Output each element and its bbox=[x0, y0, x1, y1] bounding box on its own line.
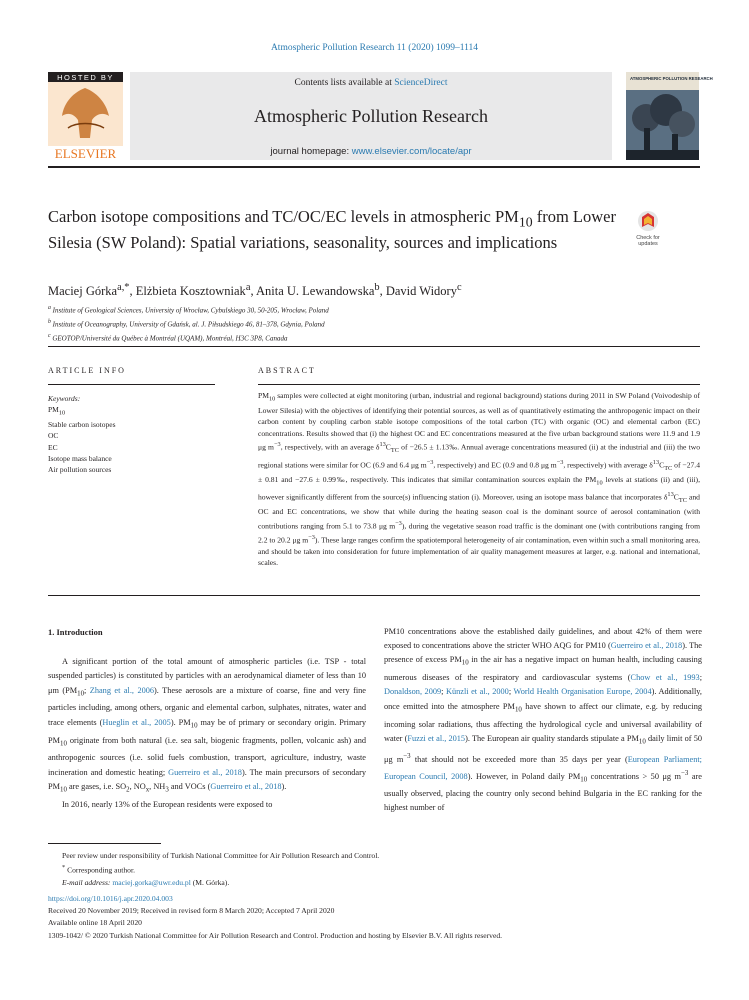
abstract-rule bbox=[258, 384, 700, 385]
section-heading-introduction: 1. Introduction bbox=[48, 627, 103, 637]
sciencedirect-link[interactable]: ScienceDirect bbox=[394, 78, 448, 88]
body-paragraph: In 2016, nearly 13% of the European residents were exposed to bbox=[62, 799, 273, 809]
affiliations bbox=[48, 303, 648, 344]
keywords-list bbox=[48, 404, 215, 475]
homepage-link[interactable]: www.elsevier.com/locate/apr bbox=[351, 146, 472, 157]
affiliation-line: $^a$ Institute of Geological Sciences, University of Wrocław, Cybulskiego 30, 50-205, Wrocław, Poland bbox=[48, 305, 329, 315]
keywords-label: Keywords: bbox=[48, 394, 81, 403]
abstract-text: $PM_{10}$ samples were collected at eight monitoring (urban, industrial and regional background) stations during 2011 in SW Poland (Voivodeship of Lower Silesia) with the objectives of identifying their potential sources, as well as of quantitatively estimating the anthropogenic impact on their carbon content by coupling carbon stable isotope compositions of the total carbon (TC) with organic (OC) and elemental carbon (EC) concentrations. Results showed that (i) the highest OC and EC concentrations measured at the five urban background stations were 11.9 and 1.9 μg $m^{-3}$, respectively, with an average $\delta^{13}C_{TC}$ of −26.5 ± 1.13‰. Annual average concentrations measured (ii) at the industrial and (iii) the two regional stations were similar for OC (6.9 and 6.4 μg $m^{-3}$, respectively) and EC (0.9 and 0.8 μg $m^{-3}$, respectively) with average $\delta^{13}C_{TC}$ of −27.4 ± 0.81 and −27.6 ± 0.99‰, respectively. This indicates that similar contamination sources explain the $PM_{10}$ levels at stations (ii) and (iii), however significantly different from the source(s) influencing station (i). Moreover, using an isotope mass balance that incorporates $\delta^{13}C_{TC}$ and OC and EC concentrations, we show that while during the heating season coal is the dominant source of aerosol contamination (with contributions ranging from 5.1 to 73.8 μg $m^{-3}$), during the vegetative season road traffic is the dominant one (with contributions ranging from 2.2 to 20.2 μg $m^{-3}$). These large ranges confirm the spatiotemporal heterogeneity of air contamination, even within such a small monitoring area, and should be taken into consideration for future implementation of air quality management measures at larger, e.g. national and international, scales. bbox=[258, 391, 700, 568]
contents-line: Contents lists available at ScienceDirect bbox=[294, 78, 448, 88]
keyword-item: OC bbox=[48, 431, 59, 441]
journal-cover-image[interactable] bbox=[626, 72, 713, 160]
logo-publisher: ELSEVIER bbox=[54, 146, 117, 161]
citation-link[interactable]: Guerreiro et al., 2018 bbox=[610, 641, 683, 651]
citation-link[interactable]: Guerreiro et al., 2018 bbox=[210, 781, 282, 791]
journal-reference[interactable]: Atmospheric Pollution Research 11 (2020) 1099–1114 bbox=[270, 43, 479, 53]
citation-link[interactable]: World Health Organisation Europe, 2004 bbox=[513, 687, 652, 697]
journal-title: Atmospheric Pollution Research bbox=[254, 106, 488, 126]
citation-link[interactable]: Zhang et al., 2006 bbox=[89, 685, 155, 695]
keyword-item: Air pollution sources bbox=[48, 465, 112, 475]
received-dates: Received 20 November 2019; Received in revised form 8 March 2020; Accepted 7 April 2020 bbox=[48, 906, 335, 916]
header-rule bbox=[48, 166, 700, 168]
citation-link[interactable]: Guerreiro et al., 2018 bbox=[168, 767, 242, 777]
body-paragraph: A significant portion of the total amount of atmospheric particles (i.e. TSP - total suspended particles) is constituted by particles with an aerodynamical diameter of less than 10 μm ($PM_{10}$; Zhang et al., 2006). These aerosols are a mixture of coarse, fine and very fine particles including, among others, organic and elemental carbon, sulphates, nitrates, water and trace elements (Hueglin et al., 2005). $PM_{10}$ may be of primary or secondary origin. Primary $PM_{10}$ originate from both natural (i.e. sea salt, biogenic fragments, pollen, volcanic ash) and anthropogenic sources (i.e. solid fuels combustion, transport, agriculture, industry, waste incineration and domestic heating; Guerreiro et al., 2018). The main precursors of secondary $PM_{10}$ are gases, i.e. $SO_2$, $NO_x$, $NH_3$ and VOCs (Guerreiro et al., 2018). bbox=[48, 657, 366, 794]
footnote-rule bbox=[48, 843, 161, 844]
keywords-block bbox=[48, 393, 215, 476]
check-for-updates-badge[interactable] bbox=[628, 207, 668, 247]
check-updates-line-2: updates bbox=[638, 241, 658, 247]
check-updates-line-1: Check for bbox=[636, 235, 660, 241]
keyword-item: Isotope mass balance bbox=[48, 453, 112, 463]
body-paragraph: PM10 concentrations above the established daily guidelines, and about 42% of them were exposed to concentrations above the stricter WHO AQG for PM10 (Guerreiro et al., 2018). The presence of excess $PM_{10}$ in the air has a negative impact on human health, including causing numerous diseases of the respiratory and cardiovascular systems (Chow et al., 1993; Donaldson, 2009; Künzli et al., 2000; World Health Organisation Europe, 2004). Additionally, once emitted into the atmosphere $PM_{10}$ have shown to affect our climate, e.g. by reducing incoming solar radiations, thus affecting the hydrological cycle and universal availability of water (Fuzzi et al., 2015). The European air quality standards stipulate a $PM_{10}$ daily limit of 50 μg $m^{-3}$ that should not be exceeded more than 35 days per year (European Parliament; European Council, 2008). However, in Poland daily $PM_{10}$ concentrations > 50 μg $m^{-3}$ are usually observed, placing the country only second behind Bulgaria in the EC ranking for the highest number of bbox=[384, 627, 702, 813]
citation-link[interactable]: Fuzzi et al., 2015 bbox=[407, 733, 466, 743]
abstract-end-rule bbox=[48, 595, 700, 596]
journal-homepage: journal homepage: www.elsevier.com/locate/apr bbox=[270, 146, 472, 157]
logo-hosted-by: HOSTED BY bbox=[57, 73, 114, 82]
citation-link[interactable]: European Parliament; European Council, 2008 bbox=[384, 754, 702, 781]
body-column-right bbox=[384, 625, 702, 816]
citation-link[interactable]: Chow et al., 1993 bbox=[630, 673, 700, 683]
article-title: Carbon isotope compositions and TC/OC/EC levels in atmospheric $PM_{10}$ from Lower Silesia (SW Poland): Spatial variations, seasonality, sources and implications bbox=[48, 207, 616, 253]
peer-review-note: Peer review under responsibility of Turkish National Committee for Air Pollution Research and Control. bbox=[62, 851, 380, 860]
cover-title: ATMOSPHERIC POLLUTION RESEARCH bbox=[630, 76, 713, 81]
copyright-line: 1309-1042/ © 2020 Turkish National Committee for Air Pollution Research and Control. Production and hosting by Elsevier B.V. All rights reserved. bbox=[48, 930, 503, 940]
citation-link[interactable]: Donaldson, 2009 bbox=[384, 687, 442, 697]
abstract-heading: ABSTRACT bbox=[258, 366, 316, 375]
body-column-left bbox=[48, 625, 366, 812]
keyword-item: EC bbox=[48, 442, 58, 452]
doi-link[interactable]: https://doi.org/10.1016/j.apr.2020.04.003 bbox=[48, 894, 173, 903]
corresponding-author-note: * Corresponding author. bbox=[62, 864, 135, 875]
article-info-rule bbox=[48, 384, 215, 385]
elsevier-logo bbox=[48, 72, 123, 160]
citation-link[interactable]: Künzli et al., 2000 bbox=[445, 687, 509, 697]
available-online-date: Available online 18 April 2020 bbox=[48, 918, 142, 928]
affiliation-line: $^c$ GEOTOP/Université du Québec à Montréal (UQAM), Montréal, H3C 3P8, Canada bbox=[48, 332, 288, 342]
footnotes bbox=[48, 850, 700, 889]
author-email-link[interactable]: maciej.gorka@uwr.edu.pl bbox=[112, 877, 191, 887]
keyword-item: Stable carbon isotopes bbox=[48, 420, 116, 430]
title-rule bbox=[48, 346, 700, 347]
email-note: E-mail address: maciej.gorka@uwr.edu.pl (M. Górka). bbox=[62, 877, 230, 887]
keyword-item: $PM_{10}$ bbox=[48, 405, 66, 417]
affiliation-line: $^b$ Institute of Oceanography, University of Gdańsk, al. J. Piłsudskiego 46, 81–378, Gdynia, Poland bbox=[48, 318, 325, 329]
article-info-heading: ARTICLE INFO bbox=[48, 366, 126, 375]
author-list: Maciej Górka$^{a,*}$, Elżbieta Kosztowniak$^a$, Anita U. Lewandowska$^b$, David Widory$^c$ bbox=[48, 282, 462, 299]
citation-link[interactable]: Hueglin et al., 2005 bbox=[102, 717, 171, 727]
publication-info bbox=[48, 893, 700, 942]
